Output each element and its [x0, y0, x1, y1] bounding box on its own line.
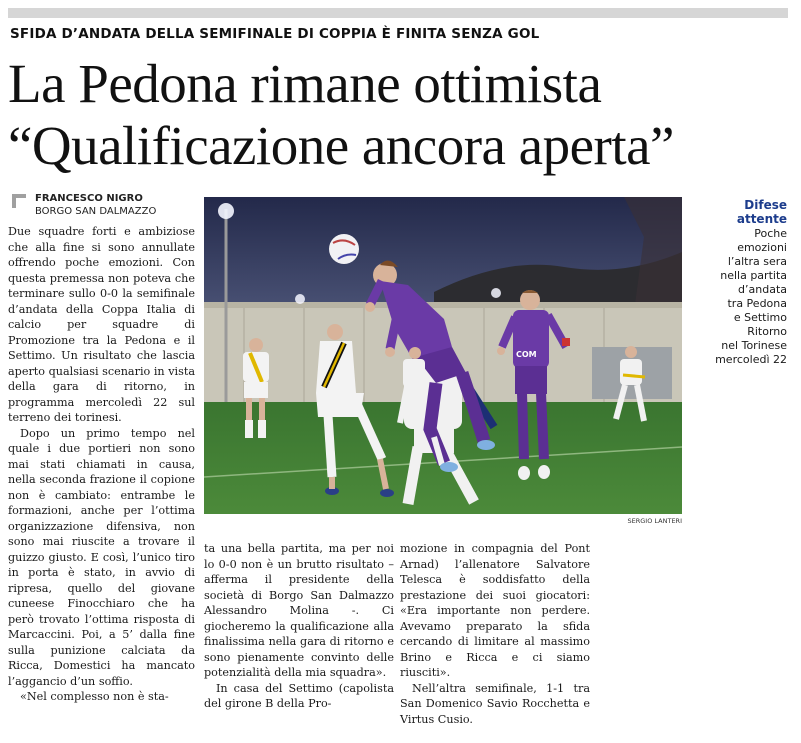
- caption-line: mercoledì 22: [715, 353, 787, 366]
- paragraph: In casa del Settimo (capolista del girone B della Pro-: [204, 681, 394, 710]
- caption-line: tra Pedona: [727, 297, 787, 310]
- caption-line: Poche: [754, 227, 787, 240]
- caption-line: nella partita: [720, 269, 787, 282]
- match-photo: [204, 197, 682, 514]
- photo-credit: SERGIO LANTERI: [627, 517, 682, 525]
- byline-location: BORGO SAN DALMAZZO: [35, 206, 157, 217]
- shirt-sponsor-text: COM: [516, 350, 537, 359]
- paragraph: mozione in compagnia del Pont Arnad) l’allenatore Salvatore Telesca è soddisfatto della prestazione dei suoi giocatori: «Era importante non perdere. Avevamo preparato la sfida cercando di limitare al massimo Brino e Ricca e ci siamo riusciti».: [400, 542, 590, 679]
- article-column-3: [400, 541, 590, 727]
- caption-text: [687, 227, 787, 367]
- caption-line: Ritorno: [747, 325, 787, 338]
- top-rule: [8, 8, 788, 18]
- caption-line: nel Torinese: [721, 339, 787, 352]
- match-photo-illustration: [204, 197, 682, 514]
- caption-line: d’andata: [738, 283, 787, 296]
- article-column-1: [8, 224, 195, 705]
- headline-line-2: “Qualificazione ancora aperta”: [8, 115, 674, 176]
- caption-line: l’altra sera: [727, 255, 787, 268]
- paragraph: ta una bella partita, ma per noi lo 0-0 non è un brutto risultato – afferma il presidente della società di Borgo San Dalmazzo Alessandro Molina -. Ci giocheremo la qualificazione alla finalissima nella gara di ritorno e sono pienamente convinto delle potenzialità della mia squadra».: [204, 542, 394, 679]
- paragraph: Due squadre forti e ambiziose che alla fine si sono annullate offrendo poche emozioni. Con questa premessa non poteva che terminare sullo 0-0 la semifinale d’andata della Coppa Italia di calcio per squadre di Promozione tra la Pedona e il Settimo. Un risultato che lascia aperto qualsiasi scenario in vista della gara di ritorno, in programma mercoledì 22 sul terreno dei torinesi.: [8, 225, 195, 424]
- paragraph: Dopo un primo tempo nel quale i due portieri non sono mai stati chiamati in causa, nella seconda frazione il copione non è cambiato: entrambe le formazioni, anche per l’ottima organizzazione difensiva, non sono mai riuscite a trovare il guizzo giusto. E così, l’unico tiro in porta è stato, in avvio di ripresa, quello del giovane cuneese Finocchiaro che ha però trovato l’ottima risposta di Marcaccini. Poi, a 5’ dalla fine sulla punizione calciata da Ricca, Domestici ha mancato l’aggancio d’un soffio.: [8, 426, 195, 688]
- caption-title-line-2: attente: [736, 212, 787, 226]
- headline-line-1: La Pedona rimane ottimista: [8, 53, 602, 114]
- paragraph: Nell’altra semifinale, 1-1 tra San Domenico Savio Rocchetta e Virtus Cusio.: [400, 681, 590, 726]
- byline-corner-mark: [12, 194, 26, 208]
- paragraph: «Nel complesso non è sta-: [20, 690, 169, 703]
- byline-author: FRANCESCO NIGRO: [35, 193, 143, 204]
- article-column-2: [204, 541, 394, 712]
- photo-caption: [687, 198, 787, 367]
- kicker: SFIDA D’ANDATA DELLA SEMIFINALE DI COPPIA È FINITA SENZA GOL: [10, 26, 540, 42]
- caption-line: e Settimo: [733, 311, 787, 324]
- caption-line: emozioni: [737, 241, 787, 254]
- caption-title-line-1: Difese: [744, 198, 787, 212]
